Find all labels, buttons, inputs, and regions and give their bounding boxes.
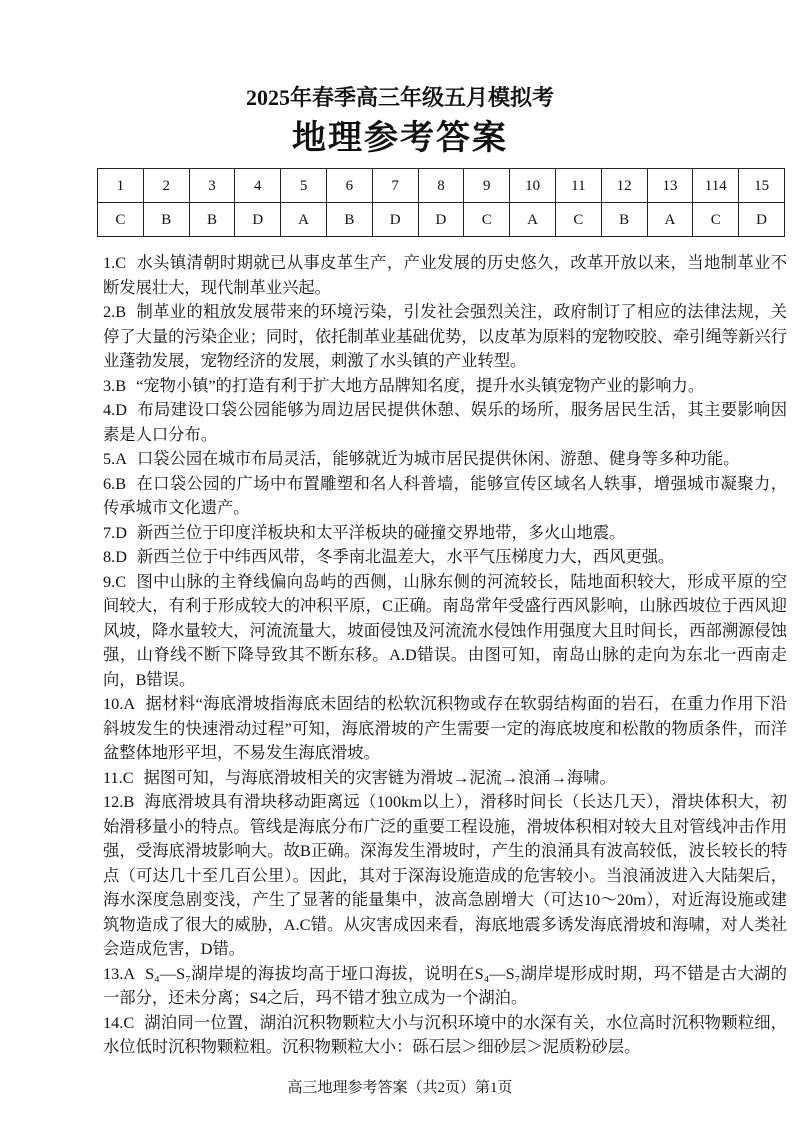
answer-cell: B <box>326 203 372 237</box>
question-number-cell: 12 <box>601 169 647 203</box>
explanation-item <box>103 300 787 374</box>
answer-cell: D <box>372 203 418 237</box>
explanation-item <box>103 766 787 791</box>
answer-cell: A <box>510 203 556 237</box>
item-label: 6.B <box>103 473 127 493</box>
item-text: 新西兰位于中纬西风带，冬季南北温差大，水平气压梯度力大，西风更强。 <box>136 547 675 566</box>
question-number-cell: 15 <box>739 169 785 203</box>
item-label: 1.C <box>103 253 127 272</box>
item-text: 据材料“海底滑坡指海底未固结的松软沉积物或存在软弱结构面的岩石，在重力作用下沿斜坡发生的快速滑动过程”可知，海底滑坡的产生需要一定的海底坡度和松散的物质条件，而洋盆整体地形平坦，不易发生海底滑坡。 <box>103 694 787 762</box>
explanations <box>103 251 787 1060</box>
item-text: 据图可知，与海底滑坡相关的灾害链为滑坡→泥流→浪涌→海啸。 <box>143 767 616 787</box>
item-text: 湖泊同一位置，湖泊沉积物颗粒大小与沉积环境中的水深有关，水位高时沉积物颗粒细，水位低时沉积物颗粒粗。沉积物颗粒大小：砾石层＞细砂层＞泥质粉砂层。 <box>103 1012 787 1056</box>
answer-table <box>97 168 785 237</box>
answer-cell: C <box>693 203 739 237</box>
item-text: 新西兰位于印度洋板块和太平洋板块的碰撞交界地带，多火山地震。 <box>136 522 626 542</box>
item-text: 海底滑坡具有滑块移动距离远（100km以上），滑移时间长（长达几天），滑块体积大，初始滑移量小的特点。管线是海底分布广泛的重要工程设施，滑坡体积相对较大且对管线冲击作用强，受海底滑坡影响大。故B正确。深海发生滑坡时，产生的浪涌具有波高较低，波长较长的特点（可达几十至几百公里）。因此，其对于深海设施造成的危害较小。当浪涌波进入大陆架后，海水深度急剧变浅，产生了显著的能量集中，波高急剧增大（可达10～20m），对近海设施或建筑物造成了很大的威胁，A.C错。从灾害成因来看，海底地震多诱发海底滑坡和海啸，对人类社会造成危害，D错。 <box>103 792 787 958</box>
explanation-item <box>103 251 787 300</box>
explanation-item <box>103 521 787 546</box>
answer-cell: C <box>464 203 510 237</box>
explanation-item <box>103 398 787 447</box>
item-label: 14.C <box>103 1012 135 1032</box>
item-label: 3.B <box>103 375 127 395</box>
explanation-item <box>103 570 787 693</box>
item-text: 水头镇清朝时期就已从事皮革生产，产业发展的历史悠久，改革开放以来，当地制革业不断发展壮大，现代制革业兴起。 <box>103 253 787 297</box>
explanation-item <box>103 447 787 472</box>
explanation-item <box>103 545 787 570</box>
question-number-cell: 3 <box>189 169 235 203</box>
answer-cell: A <box>647 203 693 237</box>
question-number-cell: 13 <box>647 169 693 203</box>
question-number-cell: 9 <box>464 169 510 203</box>
answer-cell: D <box>739 203 785 237</box>
answer-cell: D <box>418 203 464 237</box>
item-label: 11.C <box>103 767 134 787</box>
question-number-cell: 1 <box>98 169 144 203</box>
item-text: 在口袋公园的广场中布置雕塑和名人科普墙，能够宣传区域名人轶事，增强城市凝聚力，传承城市文化遗产。 <box>103 473 787 517</box>
item-text: 口袋公园在城市布局灵活，能够就近为城市居民提供休闲、游憩、健身等多种功能。 <box>136 449 740 468</box>
question-number-cell: 114 <box>693 169 739 203</box>
document-subtitle: 地理参考答案 <box>292 120 508 157</box>
page-footer: 高三地理参考答案（共2页）第1页 <box>287 1079 513 1096</box>
item-label: 12.B <box>103 792 135 811</box>
question-number-cell: 4 <box>235 169 281 203</box>
explanation-item <box>103 1011 787 1060</box>
item-label: 2.B <box>103 302 127 321</box>
explanation-item <box>103 962 787 1011</box>
item-label: 9.C <box>103 571 127 591</box>
item-label: 4.D <box>103 400 127 419</box>
explanation-item <box>103 692 787 766</box>
answer-row <box>98 203 785 237</box>
exam-title: 2025年春季高三年级五月模拟考 <box>245 85 554 110</box>
item-text: 图中山脉的主脊线偏向岛屿的西侧，山脉东侧的河流较长，陆地面积较大，形成平原的空间较大，有利于形成较大的冲积平原，C正确。南岛常年受盛行西风影响，山脉西坡位于西风迎风坡，降水量较大，河流流量大，坡面侵蚀及河流流水侵蚀作用强度大且时间长，西部溯源侵蚀强，山脊线不断下降导致其不断东移。A.D错误。由图可知，南岛山脉的走向为东北一西南走向，B错误。 <box>103 571 787 689</box>
item-label: 5.A <box>103 449 127 468</box>
question-number-cell: 7 <box>372 169 418 203</box>
explanation-item <box>103 374 787 399</box>
question-number-cell: 2 <box>143 169 189 203</box>
item-label: 8.D <box>103 547 127 566</box>
question-number-cell: 6 <box>326 169 372 203</box>
answer-cell: B <box>143 203 189 237</box>
answer-cell: B <box>601 203 647 237</box>
answer-cell: B <box>189 203 235 237</box>
item-text: 制革业的粗放发展带来的环境污染，引发社会强烈关注，政府制订了相应的法律法规，关停了大量的污染企业；同时，依托制革业基础优势，以皮革为原料的宠物咬胶、牵引绳等新兴行业蓬勃发展，宠物经济的发展，刺激了水头镇的产业转型。 <box>103 302 787 370</box>
answer-cell: C <box>98 203 144 237</box>
answer-cell: C <box>555 203 601 237</box>
item-text: S₄—S₇湖岸堤的海拔均高于垭口海拔，说明在S₄—S₇湖岸堤形成时期，玛不错是古大湖的一部分，还未分离；S4之后，玛不错才独立成为一个湖泊。 <box>103 963 787 1007</box>
item-text: 布局建设口袋公园能够为周边居民提供休憩、娱乐的场所，服务居民生活，其主要影响因素是人口分布。 <box>103 400 787 444</box>
question-number-row <box>98 169 785 203</box>
question-number-cell: 8 <box>418 169 464 203</box>
explanation-item <box>103 790 787 962</box>
item-label: 10.A <box>103 694 136 713</box>
question-number-cell: 11 <box>555 169 601 203</box>
question-number-cell: 10 <box>510 169 556 203</box>
question-number-cell: 5 <box>281 169 327 203</box>
item-label: 13.A <box>103 963 136 983</box>
item-label: 7.D <box>103 522 127 542</box>
item-text: “宠物小镇”的打造有利于扩大地方品牌知名度，提升水头镇宠物产业的影响力。 <box>136 375 705 395</box>
answer-cell: A <box>281 203 327 237</box>
answer-cell: D <box>235 203 281 237</box>
explanation-item <box>103 472 787 521</box>
